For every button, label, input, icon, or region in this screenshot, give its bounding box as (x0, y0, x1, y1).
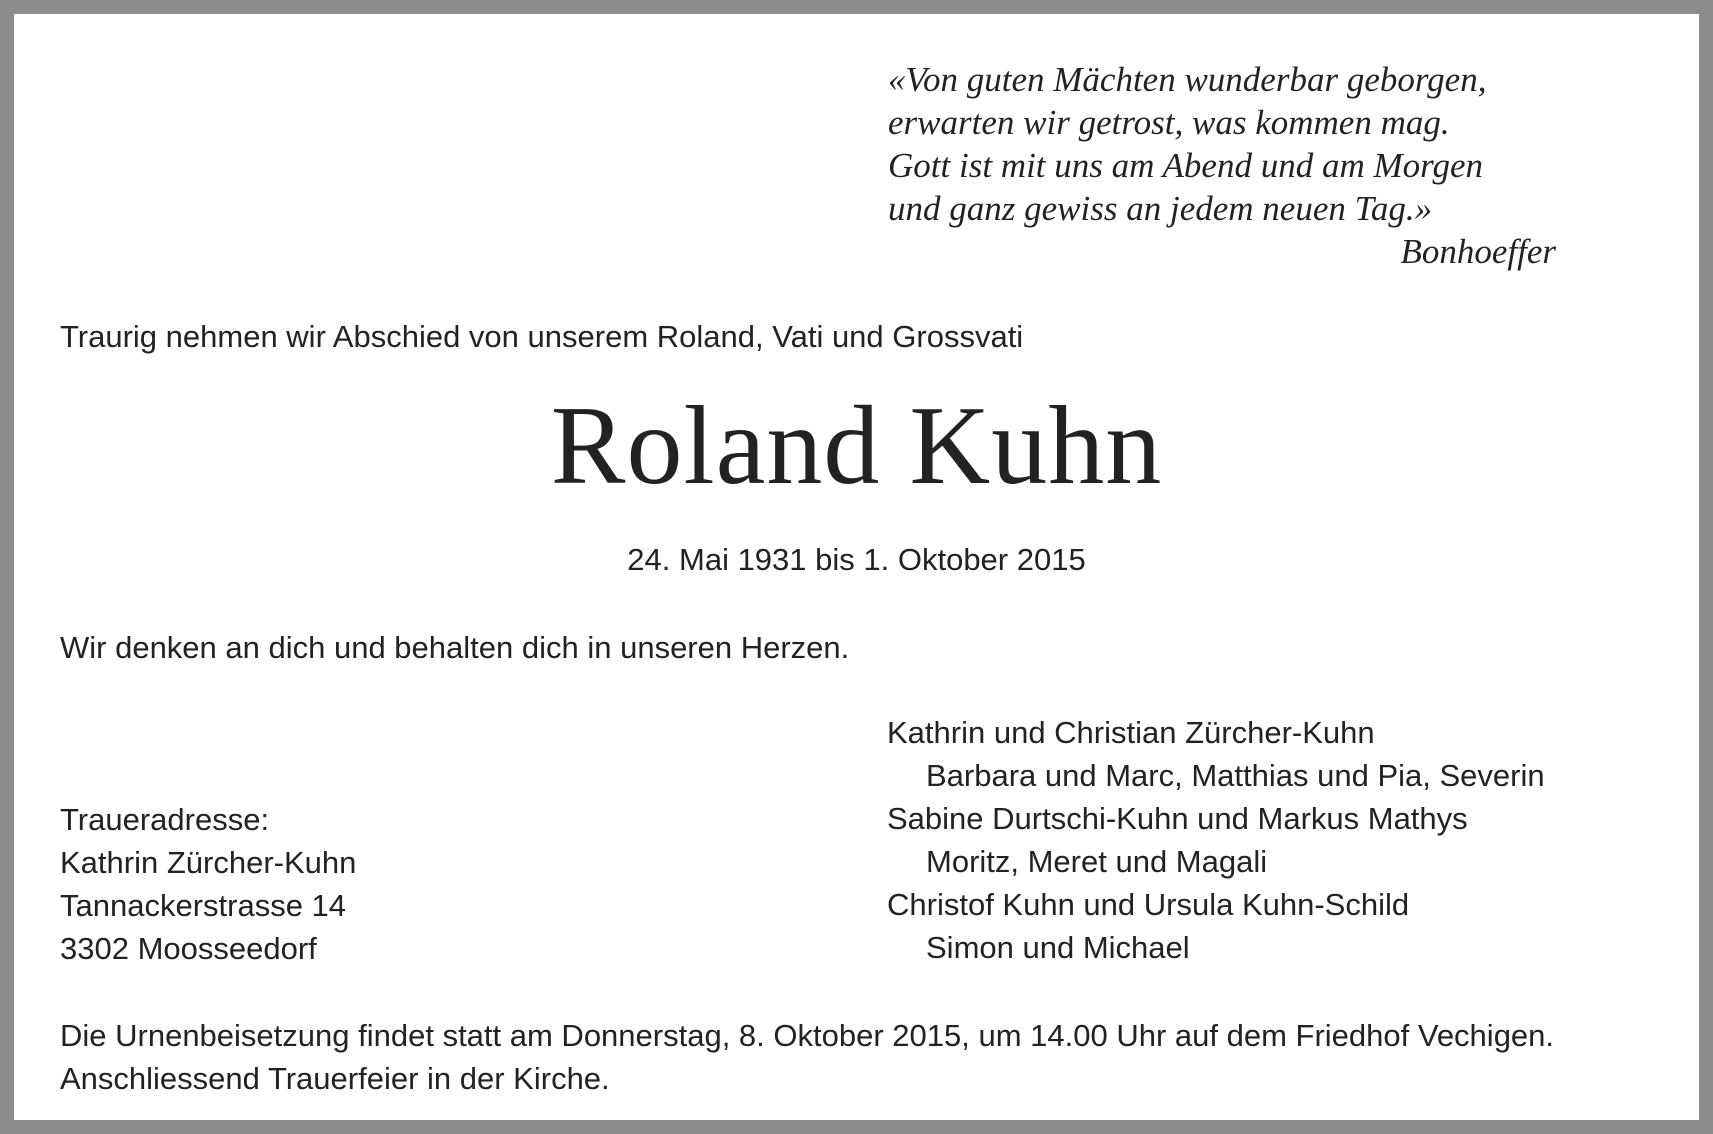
address-street: Tannackerstrasse 14 (60, 888, 347, 923)
mourning-address (60, 798, 356, 970)
family-children: Simon und Michael (926, 930, 1190, 965)
intro-text: Traurig nehmen wir Abschied von unserem Roland, Vati und Grossvati (60, 319, 1024, 354)
family-parent: Sabine Durtschi-Kuhn und Markus Mathys (887, 801, 1468, 836)
family-parent: Christof Kuhn und Ursula Kuhn-Schild (887, 887, 1410, 922)
bonhoeffer-quote (888, 58, 1568, 273)
deceased-name: Roland Kuhn (550, 384, 1163, 508)
family-parent: Kathrin und Christian Zürcher-Kuhn (887, 715, 1375, 750)
family-children: Moritz, Meret und Magali (926, 844, 1268, 879)
memory-text: Wir denken an dich und behalten dich in unseren Herzen. (60, 630, 850, 665)
quote-line: Gott ist mit uns am Abend und am Morgen (888, 146, 1483, 185)
burial-info (60, 1014, 1554, 1100)
quote-author: Bonhoeffer (1400, 232, 1556, 271)
address-city: 3302 Moosseedorf (60, 931, 317, 966)
family-children: Barbara und Marc, Matthias und Pia, Severin (926, 758, 1545, 793)
family-list (887, 711, 1545, 969)
quote-line: und ganz gewiss an jedem neuen Tag.» (888, 189, 1433, 228)
life-dates: 24. Mai 1931 bis 1. Oktober 2015 (627, 542, 1086, 577)
quote-line: «Von guten Mächten wunderbar geborgen, (888, 60, 1487, 99)
burial-line: Die Urnenbeisetzung findet statt am Donnerstag, 8. Oktober 2015, um 14.00 Uhr auf dem Friedhof Vechigen. (60, 1018, 1555, 1053)
quote-line: erwarten wir getrost, was kommen mag. (888, 103, 1450, 142)
obituary-card (14, 14, 1699, 1120)
burial-line: Anschliessend Trauerfeier in der Kirche. (60, 1061, 610, 1096)
address-name: Kathrin Zürcher-Kuhn (60, 845, 357, 880)
address-label: Traueradresse: (60, 802, 270, 837)
